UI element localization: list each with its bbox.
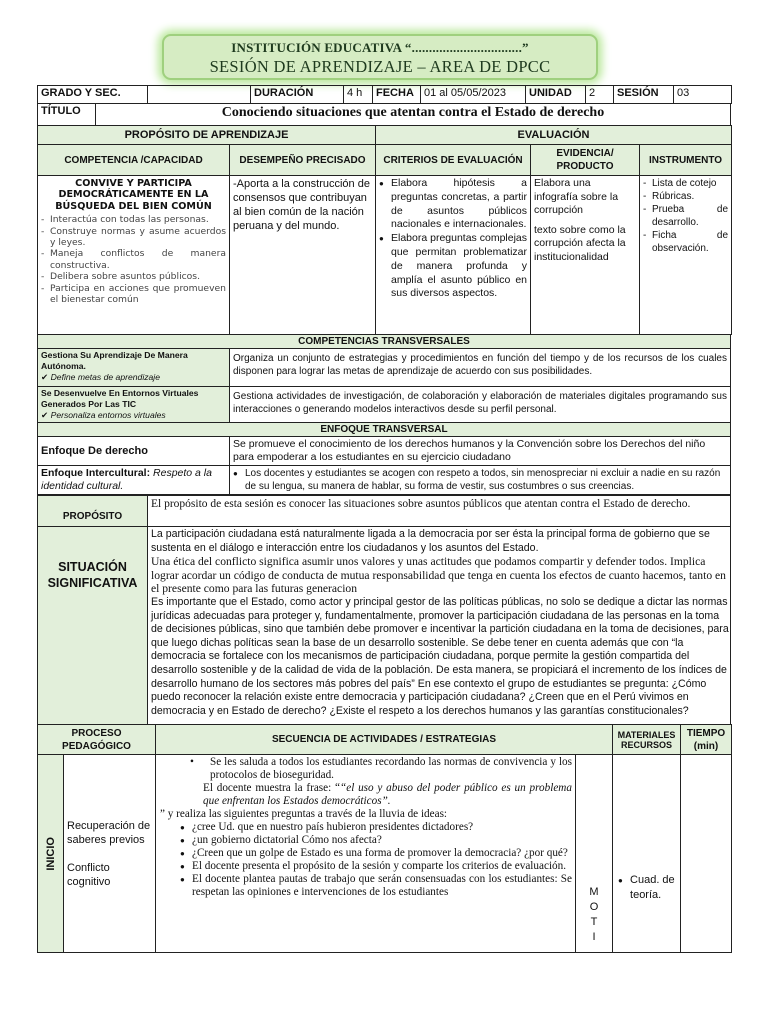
pregunta-item: ● El docente plantea pautas de trabajo que serán consensuadas con los estudiantes: Se respetan las opiniones e intervenciones de los estudiantes — [180, 873, 572, 899]
titulo-label: TÍTULO — [38, 104, 96, 126]
grado-value — [148, 86, 251, 104]
situacion-table — [37, 495, 731, 725]
instrumento-item: - Lista de cotejo — [643, 177, 728, 190]
col-evidencia: EVIDENCIA/ PRODUCTO — [531, 145, 640, 176]
situacion-p3: Es importante que el Estado, como actor y principal gestor de las políticas públicas, no solo se dedique a dictar las normas jurídicas adecuadas para proteger y, fundamentalmente, promover la participación ciudadana de las personas en la toma de decisiones públicas, sino que también debe promover e incentivar la partición ciudadana en la toma de decisiones, para que luego dichas políticas sean la base de un desarrollo sostenible. Se debe tener en cuenta además que con “la democracia se fortalece con los mecanismos de participación ciudadana, porque permite la gestión compartida del desarrollo sostenible y de la calidad de vida de la población. De esta manera, se propiciará el incremento de los índices de desarrollo humano de los sectores más pobres del país” En ese contexto el grupo de estudiantes se pregunta: ¿Cómo puedo reconocer la relación existe entre democracia y participación ciudadana? ¿Creen que en el Perú vivimos en democracia y en Estado de derecho? ¿Existe el respeto a los derechos humanos y las garantías constitucionales? — [151, 595, 729, 717]
grado-label: GRADO Y SEC. — [38, 86, 148, 104]
pregunta-item: ● ¿Creen que un golpe de Estado es una forma de promover la democracia? ¿por qué? — [180, 847, 572, 860]
evidencia-2: texto sobre como la corrupción afecta la institucionalidad — [534, 223, 626, 263]
transversal-desc: Organiza un conjunto de estrategias y procedimientos en función del tiempo y de los recursos de los cuales disponen para lograr las metas de aprendizaje de acuerdo con sus posibilidades. — [230, 349, 731, 387]
enfoque-header: ENFOQUE TRANSVERSAL — [38, 423, 731, 437]
instrumento-item: - Prueba de desarrollo. — [643, 203, 728, 229]
enfoque-derecho-label: Enfoque De derecho — [38, 437, 230, 466]
secuencia-label: SECUENCIA DE ACTIVIDADES / ESTRATEGIAS — [156, 725, 613, 755]
enfoque-derecho-desc: Se promueve el conocimiento de los derechos humanos y la Convención sobre los Derechos del niño para empoderar a los estudiantes en su ejercicio ciudadano — [230, 437, 731, 466]
conflicto-label: Conflicto cognitivo — [67, 862, 111, 888]
session-title: SESIÓN DE APRENDIZAJE – AREA DE DPCC — [209, 57, 551, 76]
criterios-list — [379, 177, 527, 301]
duracion-value: 4 h — [344, 86, 373, 104]
situacion-p2: Una ética del conflicto significa asumir unos valores y unas actitudes que podamos compartir y defender todos. Implica lograr acordar un código de conducta de mutua responsabilidad que tenga en cuenta los efectos de cuanto hacemos, tanto en el presente como para las futuras generacion — [151, 555, 726, 596]
proposito-text: El propósito de esta sesión es conocer las situaciones sobre asuntos públicos que atentan contra el Estado de derecho. — [148, 496, 731, 527]
situacion-label: SITUACIÓN SIGNIFICATIVA — [38, 527, 148, 725]
material-item: ● Cuad. de teoría. — [618, 873, 677, 903]
proceso-table: PROCESO PEDAGÓGICO SECUENCIA DE ACTIVIDADES / ESTRATEGIAS MATERIALES RECURSOS TIEMPO (min) INICIO Recuperación de saberes previos Conflicto cognitivo • Se les saluda a todos los estudiantes recordando las normas de convivencia y los protocolos de bioseguridad. El docente muestra la frase: ““el uso y abuso del poder público es un problema que enfrentan los Estados democráticos”. ” y realiza las siguientes preguntas a través de la lluvia de ideas: ● ¿cree Ud. que en nuestro país hubieron presidentes dictadores? ● ¿un gobierno dictatorial Cómo nos afecta? ● ¿Creen que un golpe de Estado es una forma de promover la democracia? ¿por qué? ● El docente presenta el propósito de la sesión y comparte los criterios de evaluación. ● El docente plantea pautas de trabajo que serán consensuadas con los estudiantes: Se respetan las opiniones e intervenciones de los estudiantes M O T I ● Cuad. de teoría. — [37, 724, 732, 953]
moti-letter: O — [589, 901, 599, 913]
moti-letter: M — [589, 886, 599, 898]
frase-text: “el uso y abuso del poder público es un problema que enfrentan los Estados democráticos”. — [203, 782, 572, 807]
col-desempeno: DESEMPEÑO PRECISADO — [230, 145, 376, 176]
title-table — [37, 103, 731, 126]
col-instrumento: INSTRUMENTO — [640, 145, 732, 176]
fecha-label: FECHA — [373, 86, 421, 104]
materiales-label: MATERIALES RECURSOS — [613, 725, 681, 755]
enfoque-intercultural-desc: ● Los docentes y estudiantes se acogen con respeto a todos, sin menospreciar ni excluir a nadie en su razón de su lengua, su manera de hablar, su forma de vestir, sus costumbres o sus creencias. — [233, 467, 727, 493]
evidencia-1: Elabora una infografía sobre la corrupción — [534, 177, 619, 216]
enfoque-intercultural-value: Respeto a la identidad cultural. — [41, 467, 212, 492]
transversal-name: Gestiona Su Aprendizaje De Manera Autónoma. — [41, 350, 188, 371]
moti-letter: T — [590, 916, 598, 928]
transversales-table — [37, 334, 731, 425]
evaluacion-header: EVALUACIÓN — [376, 126, 732, 145]
sesion-label: SESIÓN — [614, 86, 674, 104]
desempeno-text: -Aporta a la construcción de consensos que contribuyan al bien común de la nación peruana y del mundo. — [230, 176, 376, 335]
enfoque-intercultural-label: Enfoque Intercultural: — [41, 467, 151, 479]
pregunta-item: ● ¿un gobierno dictatorial Cómo nos afecta? — [180, 834, 572, 847]
enfoque-table — [37, 422, 731, 495]
frase-after: ” y realiza las siguientes preguntas a través de la lluvia de ideas: — [160, 808, 448, 820]
tiempo-cell — [681, 755, 732, 953]
preguntas-list — [160, 821, 572, 899]
actividad-saludo: Se les saluda a todos los estudiantes recordando las normas de convivencia y los protocolos de bioseguridad. — [210, 756, 572, 781]
transversal-desc: Gestiona actividades de investigación, de colaboración y elaboración de materiales digitales programando sus interacciones o generando modelos interactivos desde su perfil personal. — [230, 387, 731, 425]
transversal-capacidad: ✔ Define metas de aprendizaje — [41, 372, 226, 383]
instrumento-item: - Rúbricas. — [643, 190, 728, 203]
proposito-header: PROPÓSITO DE APRENDIZAJE — [38, 126, 376, 145]
criterio-item: ● Elabora preguntas complejas que permitan problematizar de manera profunda y amplía el asunto público en sus diversos aspectos. — [379, 232, 527, 301]
col-criterios: CRITERIOS DE EVALUACIÓN — [376, 145, 531, 176]
tiempo-label: TIEMPO (min) — [681, 725, 732, 755]
col-competencia: COMPETENCIA /CAPACIDAD — [38, 145, 230, 176]
instrumento-item: - Ficha de observación. — [643, 229, 728, 255]
pregunta-item: ● El docente presenta el propósito de la sesión y comparte los criterios de evaluación. — [180, 860, 572, 873]
fecha-value: 01 al 05/05/2023 — [421, 86, 526, 104]
frase-intro: El docente muestra la frase: “ — [203, 782, 340, 794]
sesion-value: 03 — [674, 86, 732, 104]
proposito-label: PROPÓSITO — [38, 496, 148, 527]
capacidad-item: - Delibera sobre asuntos públicos. — [41, 271, 226, 282]
recuperacion-label: Recuperación de saberes previos — [67, 820, 151, 846]
instrumento-list — [643, 177, 728, 255]
inicio-label: INICIO — [44, 836, 57, 871]
competencia-title: CONVIVE Y PARTICIPA DEMOCRÁTICAMENTE EN LA BÚSQUEDA DEL BIEN COMÚN — [55, 178, 212, 212]
unidad-label: UNIDAD — [526, 86, 586, 104]
capacidad-item: - Participa en acciones que promueven el bienestar común — [41, 283, 226, 306]
transversal-name: Se Desenvuelve En Entornos Virtuales Generados Por Las TIC — [41, 388, 199, 409]
unidad-value: 2 — [586, 86, 614, 104]
titulo-value: Conociendo situaciones que atentan contra el Estado de derecho — [96, 104, 731, 126]
purpose-table — [37, 125, 732, 335]
info-table — [37, 85, 732, 104]
duracion-label: DURACIÓN — [251, 86, 344, 104]
situacion-p1: La participación ciudadana está naturalmente ligada a la democracia por ser ésta la principal forma de gobierno que se sustenta en el diálogo e interacción entre los ciudadanos y los asuntos del Estado. — [151, 528, 710, 554]
capacidad-item: - Maneja conflictos de manera constructiva. — [41, 248, 226, 271]
pregunta-item: ● ¿cree Ud. que en nuestro país hubieron presidentes dictadores? — [180, 821, 572, 834]
proceso-label: PROCESO PEDAGÓGICO — [38, 725, 156, 755]
capacidad-item: - Construye normas y asume acuerdos y leyes. — [41, 226, 226, 249]
moti-letter: I — [592, 931, 596, 943]
transversales-header: COMPETENCIAS TRANSVERSALES — [38, 335, 731, 349]
header-banner — [162, 34, 598, 80]
capacidad-item: - Interactúa con todas las personas. — [41, 214, 226, 225]
criterio-item: ● Elabora hipótesis a preguntas concretas, a partir de asuntos públicos nacionales e internacionales. — [379, 177, 527, 232]
capacidades-list — [41, 214, 226, 305]
institution-title: INSTITUCIÓN EDUCATIVA “................................” — [231, 40, 529, 55]
transversal-capacidad: ✔ Personaliza entornos virtuales — [41, 410, 226, 421]
